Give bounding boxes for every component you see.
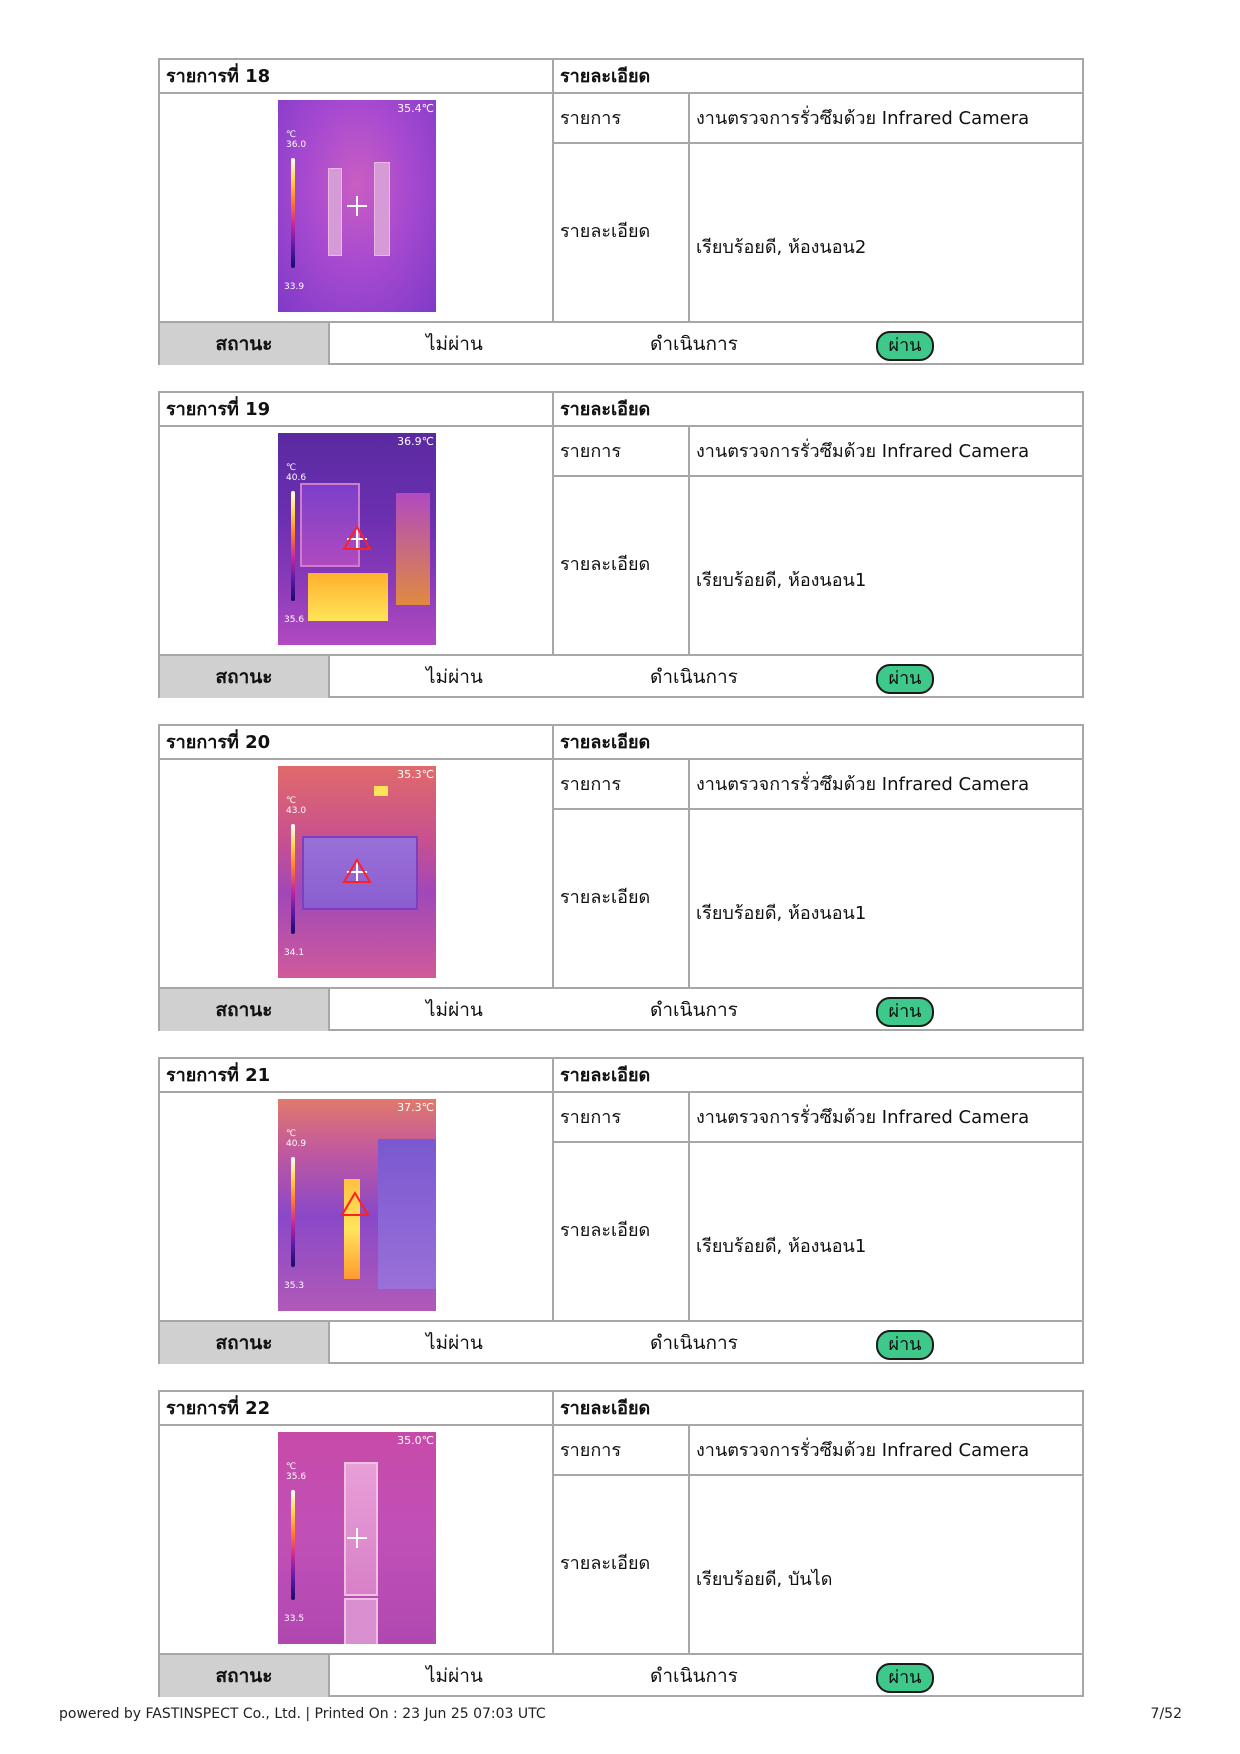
- status-label: สถานะ: [160, 989, 330, 1031]
- detail-value: เรียบร้อยดี, บันได: [696, 1569, 833, 1590]
- status-option-in-progress[interactable]: ดำเนินการ: [650, 999, 738, 1021]
- thermal-color-scale: [291, 1490, 295, 1600]
- status-option-fail[interactable]: ไม่ผ่าน: [426, 999, 483, 1021]
- status-option-in-progress[interactable]: ดำเนินการ: [650, 1665, 738, 1687]
- status-label: สถานะ: [160, 1322, 330, 1364]
- warning-triangle-icon: [340, 1191, 370, 1217]
- detail-value: เรียบร้อยดี, ห้องนอน1: [696, 903, 867, 924]
- item-title: รายการที่ 21: [160, 1059, 554, 1093]
- thermal-image[interactable]: [278, 766, 436, 978]
- item-label: รายการ: [554, 760, 690, 810]
- detail-label: รายละเอียด: [554, 1143, 690, 1320]
- thermal-color-scale: [291, 1157, 295, 1267]
- detail-header: รายละเอียด: [554, 393, 1082, 427]
- detail-label: รายละเอียด: [554, 810, 690, 987]
- status-option-fail[interactable]: ไม่ผ่าน: [426, 1332, 483, 1354]
- item-label: รายการ: [554, 94, 690, 144]
- item-value: งานตรวจการรั่วซึมด้วย Infrared Camera: [690, 760, 1082, 810]
- warning-triangle-icon: [342, 525, 372, 551]
- thermal-scale-min: 35.3: [284, 1281, 305, 1291]
- crosshair-icon: [347, 196, 367, 216]
- detail-header: รายละเอียด: [554, 1059, 1082, 1093]
- status-option-in-progress[interactable]: ดำเนินการ: [650, 333, 738, 355]
- status-label: สถานะ: [160, 656, 330, 698]
- thermal-image-cell: [160, 94, 554, 321]
- status-option-fail[interactable]: ไม่ผ่าน: [426, 333, 483, 355]
- status-badge-pass[interactable]: ผ่าน: [876, 997, 934, 1027]
- status-badge-pass[interactable]: ผ่าน: [876, 1663, 934, 1693]
- status-option-fail[interactable]: ไม่ผ่าน: [426, 1665, 483, 1687]
- thermal-image-cell: [160, 427, 554, 654]
- item-title: รายการที่ 22: [160, 1392, 554, 1426]
- status-row: [160, 321, 1082, 365]
- thermal-scale-min: 33.9: [284, 282, 305, 292]
- item-value: งานตรวจการรั่วซึมด้วย Infrared Camera: [690, 94, 1082, 144]
- status-label: สถานะ: [160, 323, 330, 365]
- thermal-temp-readout: 35.3℃: [397, 768, 434, 781]
- detail-header: รายละเอียด: [554, 1392, 1082, 1426]
- status-option-fail[interactable]: ไม่ผ่าน: [426, 666, 483, 688]
- thermal-scale-min: 33.5: [284, 1614, 305, 1624]
- thermal-scale-label: ℃ 43.0: [286, 796, 307, 816]
- detail-label: รายละเอียด: [554, 477, 690, 654]
- item-value: งานตรวจการรั่วซึมด้วย Infrared Camera: [690, 1093, 1082, 1143]
- status-option-in-progress[interactable]: ดำเนินการ: [650, 1332, 738, 1354]
- thermal-scale-label: ℃ 36.0: [286, 130, 307, 150]
- item-title: รายการที่ 20: [160, 726, 554, 760]
- thermal-color-scale: [291, 824, 295, 934]
- status-option-in-progress[interactable]: ดำเนินการ: [650, 666, 738, 688]
- inspection-card-21: [158, 1057, 1084, 1364]
- thermal-scale-label: ℃ 40.6: [286, 463, 307, 483]
- inspection-card-18: [158, 58, 1084, 365]
- status-badge-pass[interactable]: ผ่าน: [876, 331, 934, 361]
- thermal-scale-min: 35.6: [284, 615, 305, 625]
- inspection-card-20: [158, 724, 1084, 1031]
- item-label: รายการ: [554, 1426, 690, 1476]
- thermal-scale-min: 34.1: [284, 948, 305, 958]
- detail-label: รายละเอียด: [554, 144, 690, 321]
- item-value: งานตรวจการรั่วซึมด้วย Infrared Camera: [690, 427, 1082, 477]
- thermal-scale-label: ℃ 40.9: [286, 1129, 307, 1149]
- status-badge-pass[interactable]: ผ่าน: [876, 664, 934, 694]
- thermal-scale-label: ℃ 35.6: [286, 1462, 307, 1482]
- crosshair-icon: [347, 1528, 367, 1548]
- thermal-temp-readout: 35.0℃: [397, 1434, 434, 1447]
- warning-triangle-icon: [342, 858, 372, 884]
- detail-value: เรียบร้อยดี, ห้องนอน1: [696, 1236, 867, 1257]
- status-label: สถานะ: [160, 1655, 330, 1697]
- status-row: [160, 654, 1082, 698]
- item-value: งานตรวจการรั่วซึมด้วย Infrared Camera: [690, 1426, 1082, 1476]
- detail-header: รายละเอียด: [554, 726, 1082, 760]
- thermal-image[interactable]: [278, 1099, 436, 1311]
- item-title: รายการที่ 18: [160, 60, 554, 94]
- thermal-temp-readout: 37.3℃: [397, 1101, 434, 1114]
- thermal-color-scale: [291, 158, 295, 268]
- detail-value: เรียบร้อยดี, ห้องนอน2: [696, 237, 867, 258]
- detail-value: เรียบร้อยดี, ห้องนอน1: [696, 570, 867, 591]
- status-row: [160, 1320, 1082, 1364]
- status-badge-pass[interactable]: ผ่าน: [876, 1330, 934, 1360]
- thermal-image[interactable]: [278, 1432, 436, 1644]
- status-row: [160, 1653, 1082, 1697]
- footer-credit: powered by FASTINSPECT Co., Ltd. | Printed On : 23 Jun 25 07:03 UTC: [59, 1706, 546, 1722]
- thermal-temp-readout: 36.9℃: [397, 435, 434, 448]
- thermal-image[interactable]: [278, 433, 436, 645]
- thermal-image[interactable]: [278, 100, 436, 312]
- inspection-card-22: [158, 1390, 1084, 1697]
- thermal-image-cell: [160, 1426, 554, 1653]
- item-label: รายการ: [554, 427, 690, 477]
- item-title: รายการที่ 19: [160, 393, 554, 427]
- thermal-image-cell: [160, 760, 554, 987]
- thermal-color-scale: [291, 491, 295, 601]
- page-number: 7/52: [1150, 1706, 1182, 1722]
- thermal-temp-readout: 35.4℃: [397, 102, 434, 115]
- thermal-image-cell: [160, 1093, 554, 1320]
- detail-label: รายละเอียด: [554, 1476, 690, 1653]
- status-row: [160, 987, 1082, 1031]
- item-label: รายการ: [554, 1093, 690, 1143]
- detail-header: รายละเอียด: [554, 60, 1082, 94]
- inspection-card-19: [158, 391, 1084, 698]
